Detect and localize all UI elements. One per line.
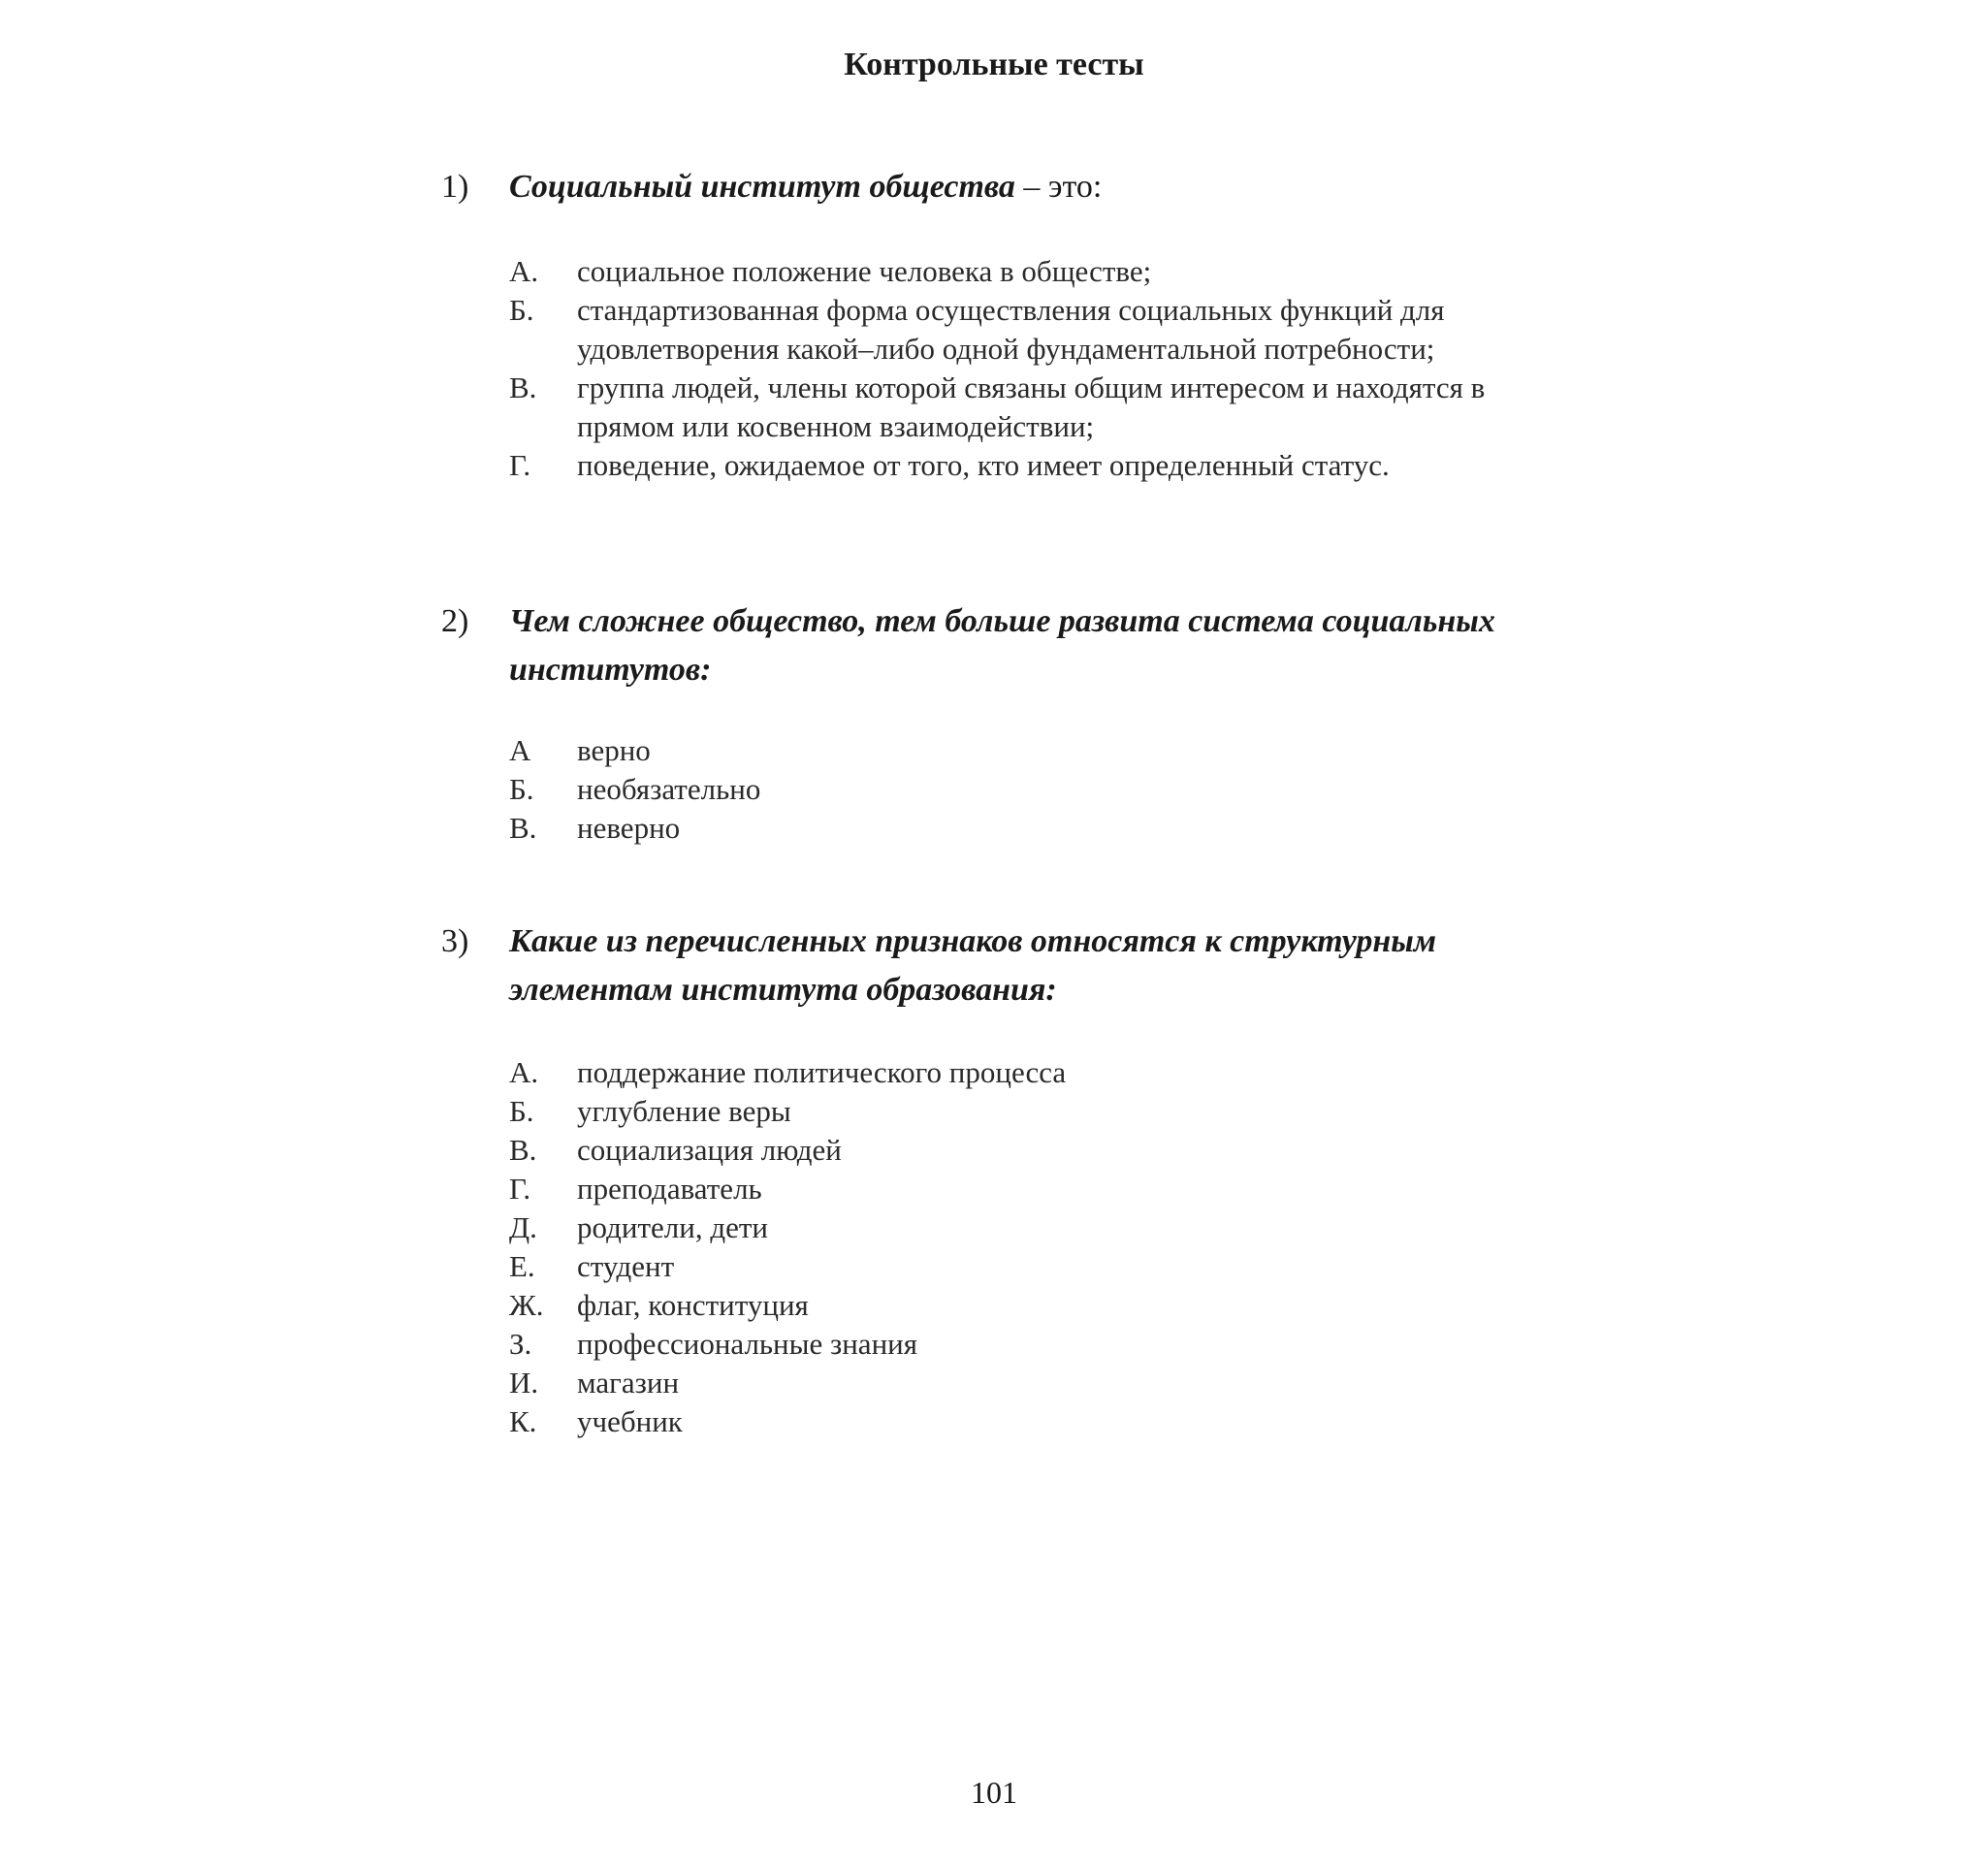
option-a xyxy=(509,252,1576,291)
option-text: социализация людей xyxy=(577,1133,842,1167)
option-letter: З. xyxy=(509,1327,532,1361)
option-text: верно xyxy=(577,733,651,767)
option-text: флаг, конституция xyxy=(577,1288,809,1322)
option-letter: Д. xyxy=(509,1210,537,1244)
options-list xyxy=(509,252,1576,485)
option-text: социальное положение человека в обществе; xyxy=(577,254,1152,288)
question-text: Чем сложнее общество, тем больше развита система социальных институтов: xyxy=(509,603,1495,688)
option-letter: Б. xyxy=(509,1094,534,1128)
question-header xyxy=(441,597,1576,694)
question-1 xyxy=(441,163,1576,485)
option-letter: Б. xyxy=(509,293,534,327)
option-e xyxy=(509,1247,1576,1286)
option-z xyxy=(509,1325,1576,1364)
question-2 xyxy=(441,597,1576,848)
option-letter: И. xyxy=(509,1366,539,1400)
option-letter: Ж. xyxy=(509,1288,544,1322)
question-text-suffix: – это: xyxy=(1014,169,1103,205)
option-letter: А. xyxy=(509,254,539,288)
option-v xyxy=(509,1131,1576,1170)
option-text: поддержание политического процесса xyxy=(577,1055,1067,1089)
option-text: неверно xyxy=(577,811,681,845)
page-number: 101 xyxy=(971,1775,1017,1810)
option-g xyxy=(509,1170,1576,1208)
option-zh xyxy=(509,1286,1576,1325)
options-list xyxy=(509,731,1576,848)
options-list xyxy=(509,1053,1576,1441)
option-text: студент xyxy=(577,1249,675,1283)
option-v xyxy=(509,809,1576,848)
question-number: 1) xyxy=(441,169,469,205)
option-text: магазин xyxy=(577,1366,680,1400)
option-letter: В. xyxy=(509,370,537,404)
option-text: стандартизованная форма осуществления социальных функций для удовлетворения какой–либо одной фундаментальной потребности; xyxy=(577,293,1445,366)
option-letter: Б. xyxy=(509,772,534,806)
option-d xyxy=(509,1208,1576,1247)
option-b xyxy=(509,291,1576,369)
question-header xyxy=(441,917,1576,1014)
question-3 xyxy=(441,917,1576,1441)
option-text: поведение, ожидаемое от того, кто имеет определенный статус. xyxy=(577,448,1390,482)
option-text: профессиональные знания xyxy=(577,1327,918,1361)
option-text: родители, дети xyxy=(577,1210,769,1244)
question-number: 3) xyxy=(441,923,469,959)
option-text: углубление веры xyxy=(577,1094,791,1128)
option-a xyxy=(509,731,1576,770)
option-g xyxy=(509,446,1576,485)
question-number: 2) xyxy=(441,603,469,639)
option-letter: А. xyxy=(509,1055,539,1089)
option-letter: А xyxy=(509,733,531,767)
question-text-main: Социальный институт общества xyxy=(509,169,1015,205)
question-text xyxy=(509,163,1576,211)
option-k xyxy=(509,1402,1576,1441)
option-text: необязательно xyxy=(577,772,761,806)
option-text: преподаватель xyxy=(577,1172,762,1206)
option-text: учебник xyxy=(577,1404,683,1438)
option-letter: К. xyxy=(509,1404,537,1438)
option-letter: Е. xyxy=(509,1249,535,1283)
option-i xyxy=(509,1364,1576,1402)
option-b xyxy=(509,1092,1576,1131)
option-letter: Г. xyxy=(509,448,531,482)
question-header xyxy=(441,163,1576,211)
option-b xyxy=(509,770,1576,809)
option-a xyxy=(509,1053,1576,1092)
page-title: Контрольные тесты xyxy=(844,47,1144,82)
option-letter: В. xyxy=(509,1133,537,1167)
option-text: группа людей, члены которой связаны общим интересом и находятся в прямом или косвенном взаимодействии; xyxy=(577,370,1486,443)
question-text: Какие из перечисленных признаков относятся к структурным элементам института образования: xyxy=(509,923,1437,1008)
option-v xyxy=(509,369,1576,446)
option-letter: В. xyxy=(509,811,537,845)
option-letter: Г. xyxy=(509,1172,531,1206)
